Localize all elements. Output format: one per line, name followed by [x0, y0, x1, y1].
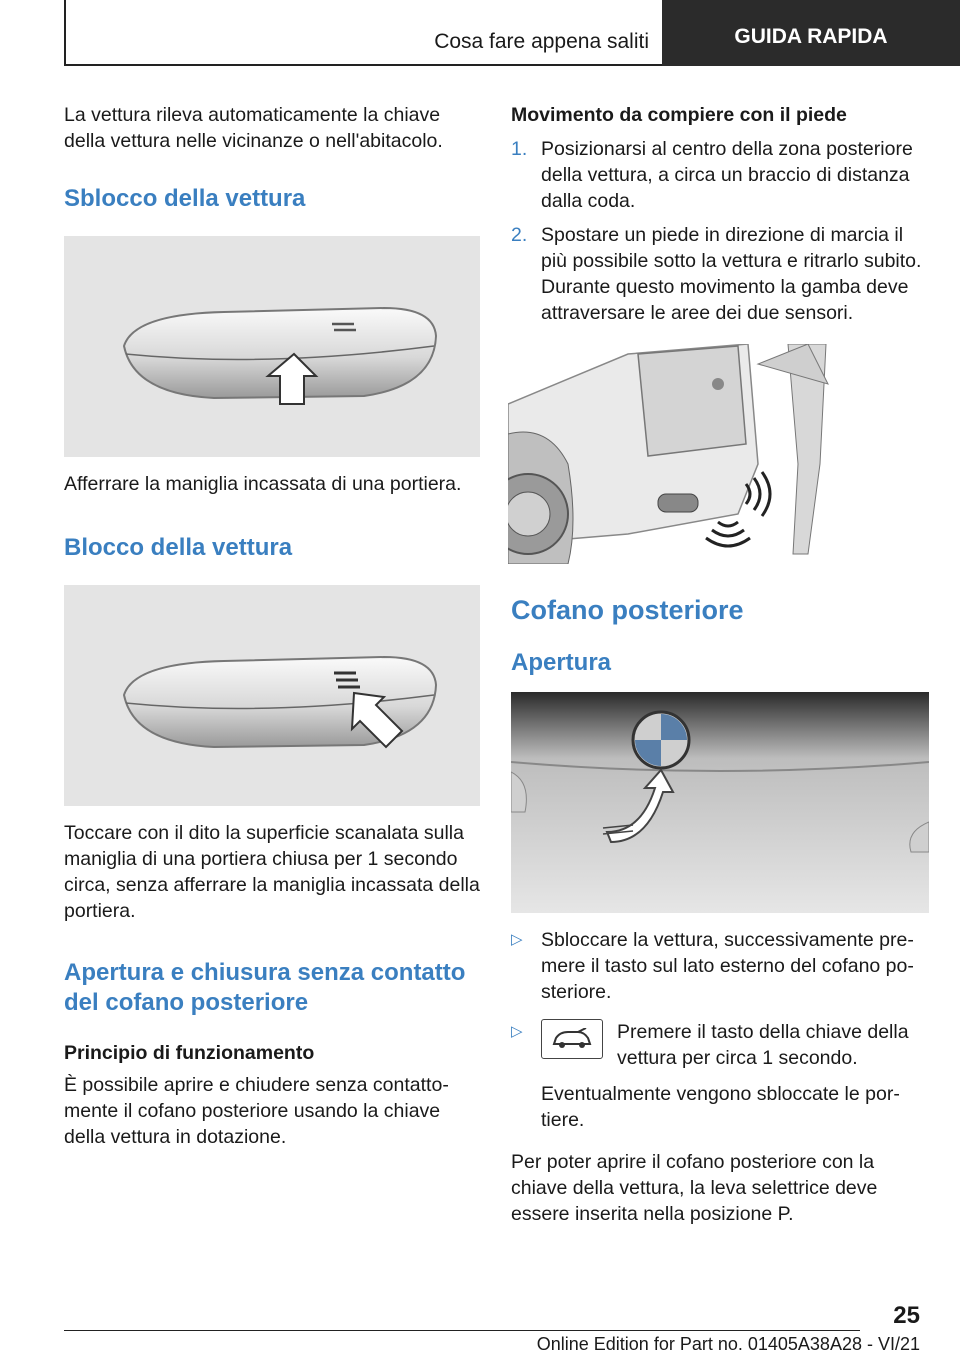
intro-text: La vettura rileva automaticamente la chiave della vettura nelle vicinanze o nell'abitacolo. — [64, 104, 443, 152]
header-rule-horizontal — [64, 64, 664, 66]
list-item — [511, 1019, 929, 1071]
selector-lever-note: Per poter aprire il cofano posteriore con la chiave della vettura, la leva selettrice deve essere inserita nella posizione P. — [511, 1151, 878, 1225]
unlock-caption: Afferrare la maniglia incassata di una portiera. — [64, 473, 462, 495]
step-text: Posizionarsi al centro della zona posteriore della vettura, a circa un braccio di distanza dalla coda. — [541, 138, 913, 212]
contactless-heading: Apertura e chiusura senza contatto del cofano posteriore — [64, 959, 466, 1016]
list-item — [511, 927, 929, 1005]
left-column — [64, 102, 480, 1150]
page-number: 25 — [893, 1302, 920, 1329]
principle-heading: Principio di funzionamento — [64, 1042, 315, 1064]
footer-rule — [64, 1330, 860, 1331]
triangle-bullet-icon: ▷ — [511, 931, 523, 948]
right-column — [511, 102, 929, 1227]
header-chapter-tab[interactable]: GUIDA RAPIDA — [662, 0, 960, 66]
foot-gesture-illustration — [508, 344, 840, 564]
key-tailgate-button-icon — [541, 1019, 603, 1059]
foot-steps-list — [511, 136, 929, 326]
foot-movement-heading: Movimento da compiere con il piede — [511, 104, 847, 126]
tailgate-button-illustration — [511, 692, 929, 913]
triangle-bullet-icon: ▷ — [511, 1023, 523, 1040]
list-item — [511, 222, 929, 326]
list-item — [511, 136, 929, 214]
principle-text: È possibile aprire e chiudere senza contattomente il cofano posteriore usando la chiave della vettura in dotazione. — [64, 1074, 449, 1148]
step-number: 1. — [511, 138, 528, 160]
footer-edition: Online Edition for Part no. 01405A38A28 - VI/21 — [536, 1334, 920, 1354]
tailgate-heading: Cofano posteriore — [511, 595, 744, 625]
unlock-door-handle-illustration — [64, 236, 480, 457]
opening-heading: Apertura — [511, 649, 612, 676]
step-number: 2. — [511, 224, 528, 246]
unlock-heading: Sblocco della vettura — [64, 185, 306, 212]
header-rule-vertical — [64, 0, 66, 66]
bullet-text: Premere il tasto della chiave della vettura per circa 1 secondo. — [617, 1021, 909, 1069]
bullet-text: Sbloccare la vettura, successivamente premere il tasto sul lato esterno del cofano posteriore. — [541, 929, 914, 1003]
lock-heading: Blocco della vettura — [64, 534, 293, 561]
step-text: Spostare un piede in direzione di marcia il più possibile sotto la vettura e ritrarlo subito. Durante questo movimento la gamba deve attraversare le aree dei due sensori. — [541, 224, 922, 324]
header-section-title: Cosa fare appena saliti — [434, 30, 649, 53]
lock-door-handle-illustration — [64, 585, 480, 806]
bullet-note: Eventualmente vengono sbloccate le portiere. — [541, 1083, 900, 1131]
lock-caption: Toccare con il dito la superficie scanalata sulla maniglia di una portiera chiusa per 1 secondo circa, senza afferrare la maniglia incassata della portiera. — [64, 822, 480, 922]
